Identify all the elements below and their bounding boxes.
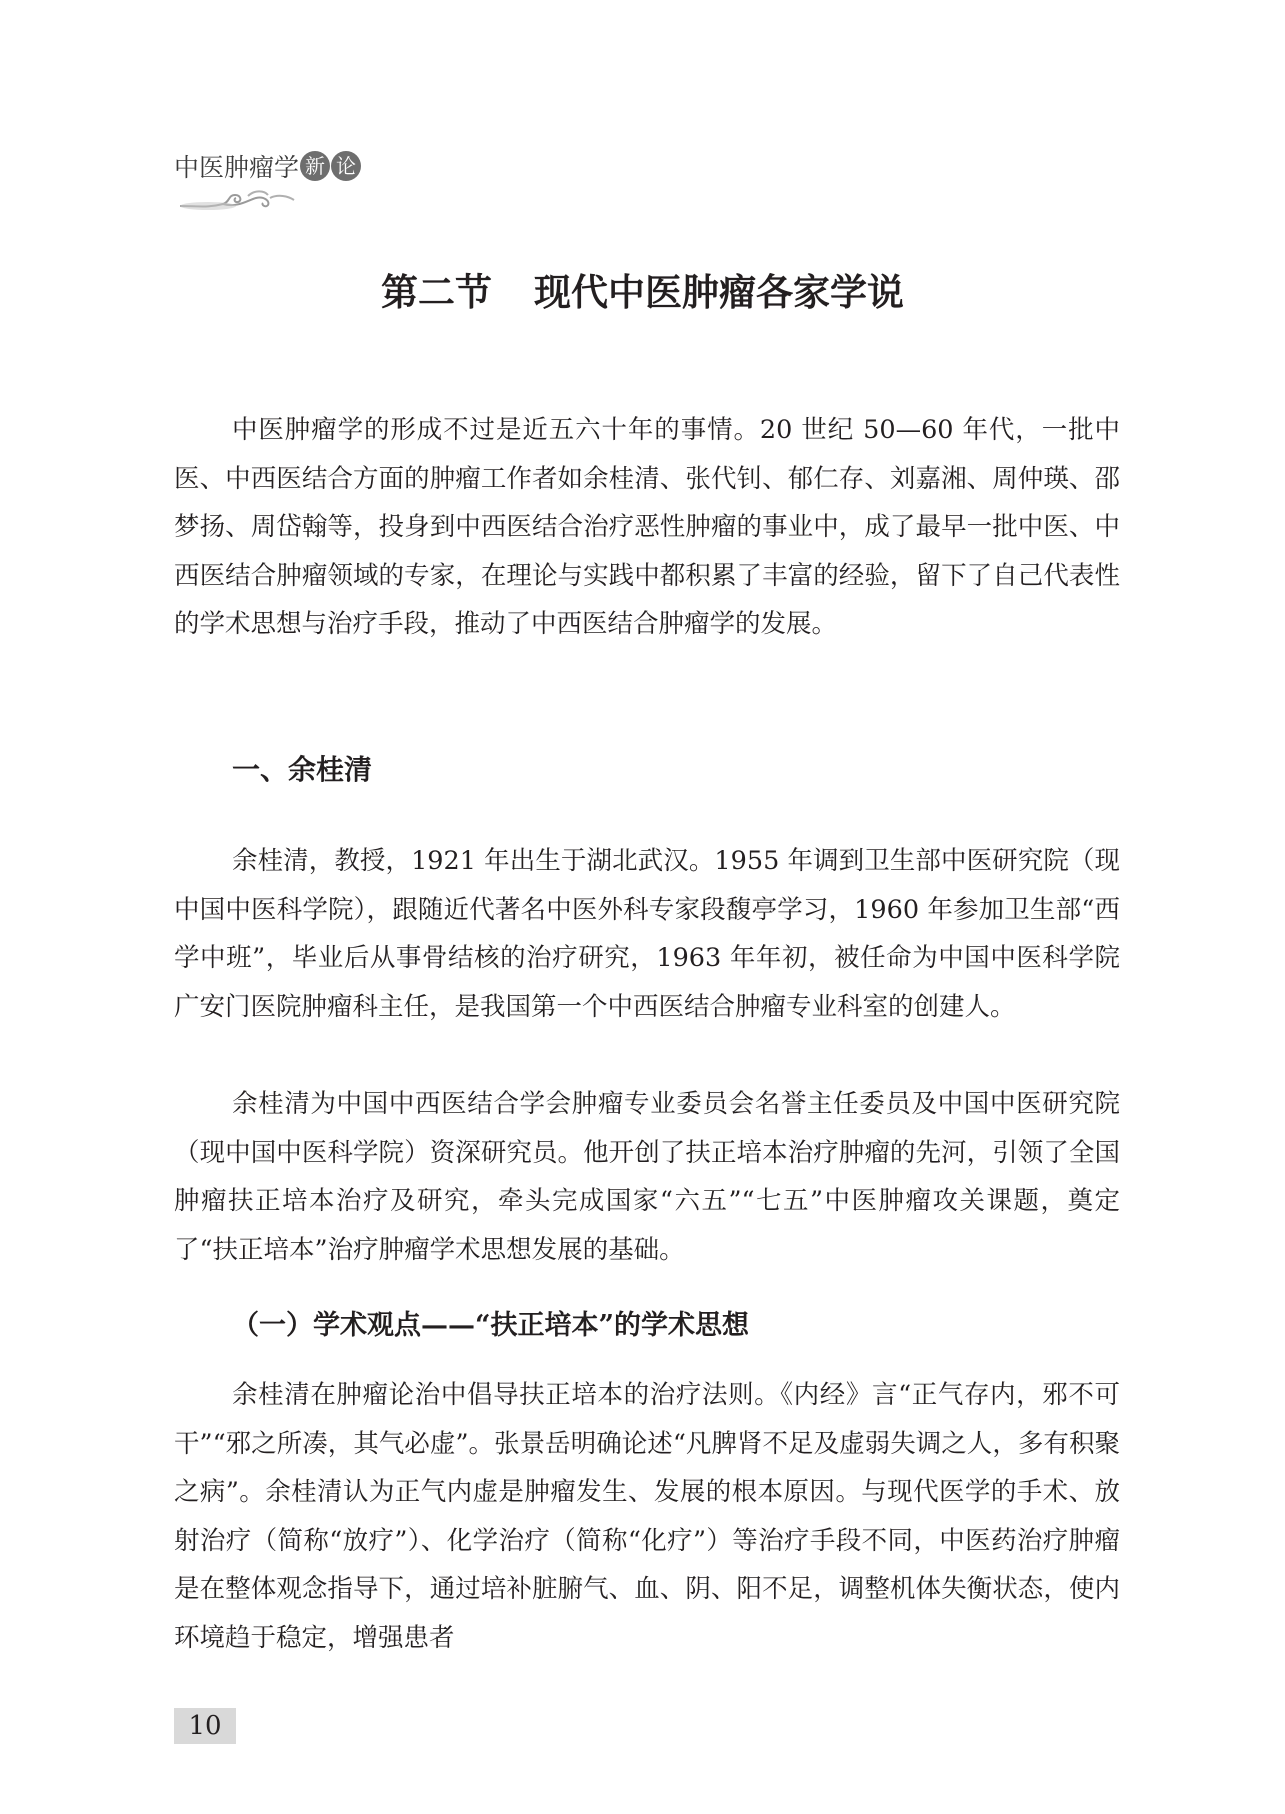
book-title-badge-2: 论 xyxy=(331,151,361,181)
subsection-heading: 一、余桂清 xyxy=(232,753,373,786)
section-title xyxy=(0,262,1285,316)
book-title-main: 中医肿瘤学 xyxy=(174,153,300,182)
body-paragraph-3: 余桂清在肿瘤论治中倡导扶正培本的治疗法则。《内经》言“正气存内，邪不可干”“邪之所凑，其气必虚”。张景岳明确论述“凡脾肾不足及虚弱失调之人，多有积聚之病”。余桂清认为正气内虚是肿瘤发生、发展的根本原因。与现代医学的手术、放射治疗（简称“放疗”）、化学治疗（简称“化疗”）等治疗手段不同，中医药治疗肿瘤是在整体观念指导下，通过培补脏腑气、血、阴、阳不足，调整机体失衡状态，使内环境趋于稳定，增强患者 xyxy=(174,1380,1120,1653)
point-heading: （一）学术观点——“扶正培本”的学术思想 xyxy=(232,1310,750,1341)
book-title xyxy=(174,148,361,184)
section-number: 第二节 xyxy=(381,271,492,314)
body-paragraph-2: 余桂清为中国中西医结合学会肿瘤专业委员会名誉主任委员及中国中医研究院（现中国中医科学院）资深研究员。他开创了扶正培本治疗肿瘤的先河，引领了全国肿瘤扶正培本治疗及研究，牵头完成国家“六五”“七五”中医肿瘤攻关课题，奠定了“扶正培本”治疗肿瘤学术思想发展的基础。 xyxy=(174,1089,1120,1265)
body-paragraph-1: 余桂清，教授，1921 年出生于湖北武汉。1955 年调到卫生部中医研究院（现中国中医科学院），跟随近代著名中医外科专家段馥亭学习，1960 年参加卫生部“西学中班”，毕业后从事骨结核的治疗研究，1963 年年初，被任命为中国中医科学院广安门医院肿瘤科主任，是我国第一个中西医结合肿瘤专业科室的创建人。 xyxy=(174,846,1120,1022)
running-head xyxy=(174,148,361,188)
cloud-ornament-icon xyxy=(178,186,298,212)
intro-paragraph: 中医肿瘤学的形成不过是近五六十年的事情。20 世纪 50—60 年代，一批中医、中西医结合方面的肿瘤工作者如余桂清、张代钊、郁仁存、刘嘉湘、周仲瑛、邵梦扬、周岱翰等，投身到中西医结合治疗恶性肿瘤的事业中，成了最早一批中医、中西医结合肿瘤领域的专家，在理论与实践中都积累了丰富的经验，留下了自己代表性的学术思想与治疗手段，推动了中西医结合肿瘤学的发展。 xyxy=(174,415,1120,639)
book-title-badge-1: 新 xyxy=(300,151,330,181)
page-number: 10 xyxy=(174,1708,236,1744)
section-title-text: 现代中医肿瘤各家学说 xyxy=(534,271,904,314)
